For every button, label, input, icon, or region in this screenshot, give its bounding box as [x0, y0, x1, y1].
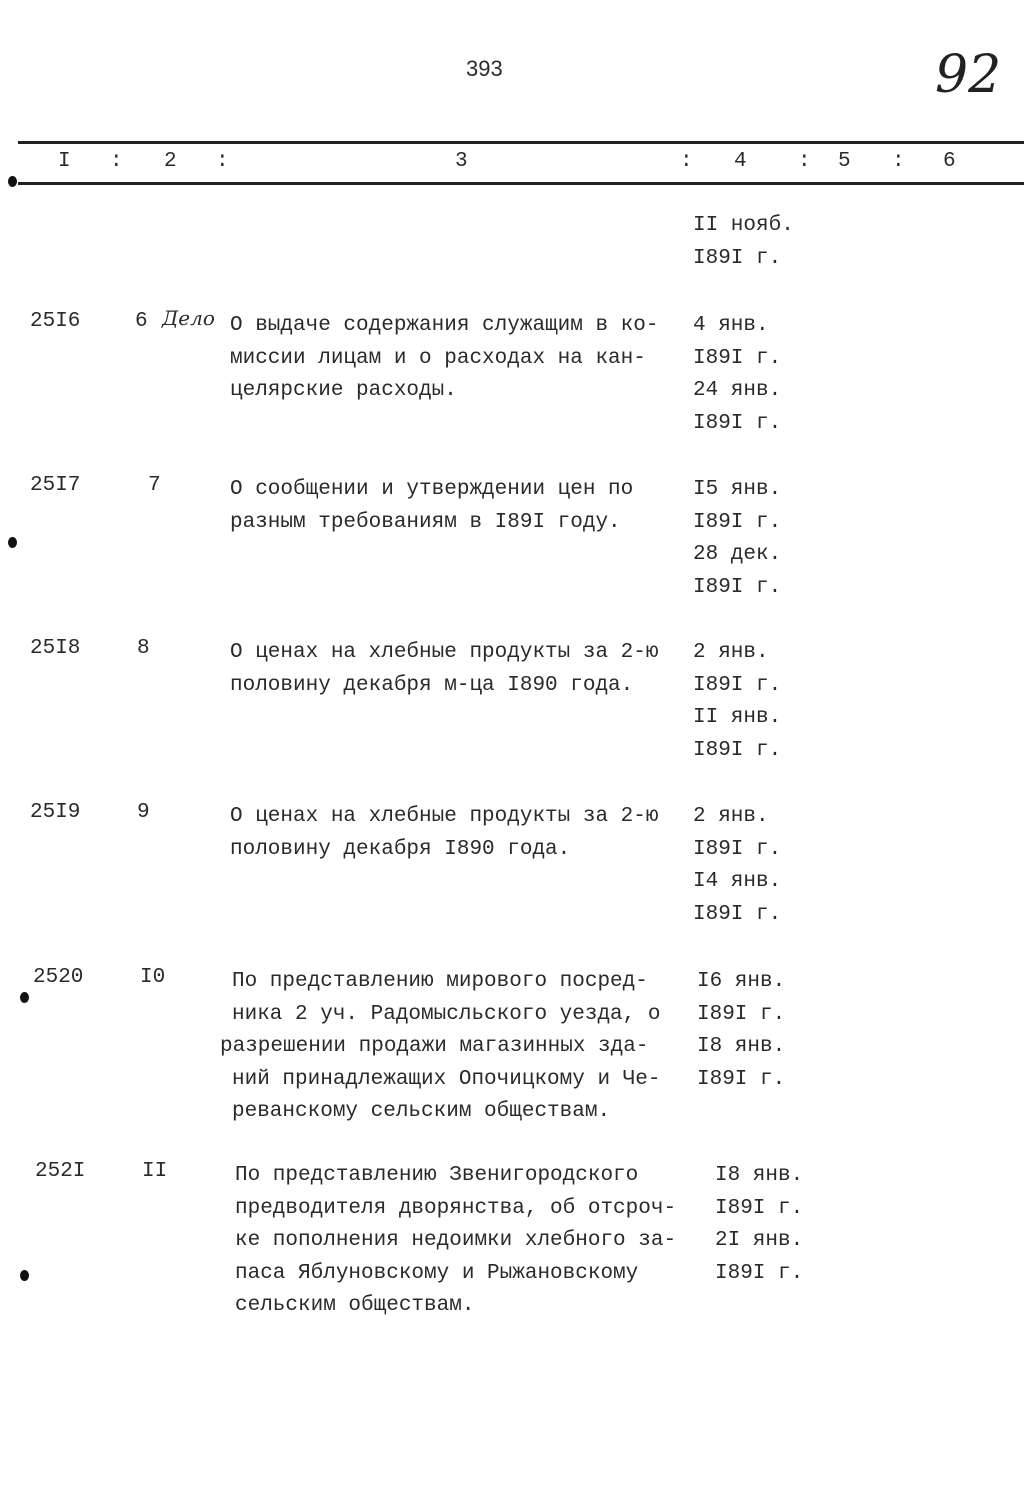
- description-line: О сообщении и утверждении цен по: [230, 478, 634, 501]
- description-line: ника 2 уч. Радомысльского уезда, о: [232, 1002, 661, 1026]
- description-line: миссии лицам и о расходах на кан-: [230, 346, 646, 370]
- description-line: По представлению Звенигородского: [235, 1164, 639, 1187]
- page-number: 393: [466, 56, 503, 81]
- date-line: 2 янв.: [693, 805, 769, 828]
- date-line: I89I г.: [693, 346, 782, 370]
- dates: [693, 310, 781, 440]
- col-header-5: 5: [838, 150, 851, 173]
- handwritten-note: Дело: [162, 306, 215, 330]
- description-line: предводителя дворянства, об отсроч-: [235, 1196, 677, 1220]
- col-separator: :: [216, 150, 229, 173]
- description-line: сельским обществам.: [235, 1294, 475, 1317]
- date-line: I89I г.: [693, 738, 782, 762]
- col-separator: :: [798, 150, 811, 173]
- record-number: 2520: [33, 966, 84, 989]
- date-line: I89I г.: [697, 1067, 786, 1091]
- col-header-1: I: [58, 150, 71, 173]
- record-number: 25I9: [30, 801, 81, 824]
- col-separator: :: [110, 150, 123, 173]
- date-line: I5 янв.: [693, 478, 782, 501]
- description-line: О выдаче содержания служащим в ко-: [230, 314, 659, 337]
- header-bottom-rule: [18, 182, 1024, 185]
- date-line: I89I г.: [693, 902, 782, 926]
- date-line: II нояб.: [693, 214, 794, 237]
- record-number: 25I8: [30, 637, 81, 660]
- dates: [715, 1160, 803, 1290]
- item-number: II: [142, 1160, 168, 1183]
- description-line: По представлению мирового посред-: [232, 970, 648, 993]
- description: [230, 474, 633, 539]
- description-line: О ценах на хлебные продукты за 2-ю: [230, 641, 659, 664]
- description-line: половину декабря м-ца I890 года.: [230, 673, 634, 697]
- date-line: I89I г.: [715, 1196, 804, 1220]
- description-line: ний принадлежащих Опочицкому и Че-: [232, 1067, 661, 1091]
- col-separator: :: [892, 150, 905, 173]
- record-number: 25I7: [30, 474, 81, 497]
- description-line: целярские расходы.: [230, 379, 457, 402]
- description-line: разрешении продажи магазинных зда-: [220, 1035, 649, 1058]
- description: [230, 801, 658, 866]
- date-line: I89I г.: [697, 1002, 786, 1026]
- dates: [693, 474, 781, 604]
- punch-hole-mark: [20, 1270, 29, 1281]
- description-line: разным требованиям в I89I году.: [230, 510, 621, 534]
- date-line: II янв.: [693, 706, 782, 729]
- description: [235, 1160, 676, 1323]
- col-header-4: 4: [734, 150, 747, 173]
- description-line: половину декабря I890 года.: [230, 837, 571, 861]
- col-header-3: 3: [455, 150, 468, 173]
- date-line: I89I г.: [693, 246, 782, 270]
- col-header-6: 6: [943, 150, 956, 173]
- date-line: 2 янв.: [693, 641, 769, 664]
- description: [220, 966, 660, 1129]
- item-number: 6: [135, 310, 148, 333]
- record-number: 252I: [35, 1160, 86, 1183]
- date-line: I8 янв.: [715, 1164, 804, 1187]
- description: [230, 310, 658, 408]
- date-line: I89I г.: [693, 575, 782, 599]
- punch-hole-mark: [8, 176, 17, 187]
- date-line: 24 янв.: [693, 379, 782, 402]
- dates: [693, 637, 781, 767]
- date-line: 28 дек.: [693, 543, 782, 566]
- date-line: I89I г.: [715, 1261, 804, 1285]
- description-line: О ценах на хлебные продукты за 2-ю: [230, 805, 659, 828]
- col-separator: :: [680, 150, 693, 173]
- punch-hole-mark: [8, 537, 17, 548]
- dates: [697, 966, 785, 1096]
- date-line: I89I г.: [693, 510, 782, 534]
- date-line: I89I г.: [693, 837, 782, 861]
- date-line: I89I г.: [693, 411, 782, 435]
- handwritten-folio-number: 92: [935, 45, 1002, 105]
- header-top-rule: [18, 141, 1024, 144]
- record-number: 25I6: [30, 310, 81, 333]
- item-number: 7: [148, 474, 161, 497]
- item-number: 8: [137, 637, 150, 660]
- date-line: 4 янв.: [693, 314, 769, 337]
- description-line: паса Яблуновскому и Рыжановскому: [235, 1261, 639, 1285]
- description: [230, 637, 658, 702]
- item-number: I0: [140, 966, 166, 989]
- dates: [693, 801, 781, 931]
- date-line: I6 янв.: [697, 970, 786, 993]
- description-line: ке пополнения недоимки хлебного за-: [235, 1229, 677, 1252]
- date-line: I89I г.: [693, 673, 782, 697]
- date-line: I4 янв.: [693, 870, 782, 893]
- continued-dates: [693, 210, 794, 275]
- date-line: I8 янв.: [697, 1035, 786, 1058]
- col-header-2: 2: [164, 150, 177, 173]
- item-number: 9: [137, 801, 150, 824]
- description-line: реванскому сельским обществам.: [232, 1100, 611, 1123]
- date-line: 2I янв.: [715, 1229, 804, 1252]
- punch-hole-mark: [20, 992, 29, 1003]
